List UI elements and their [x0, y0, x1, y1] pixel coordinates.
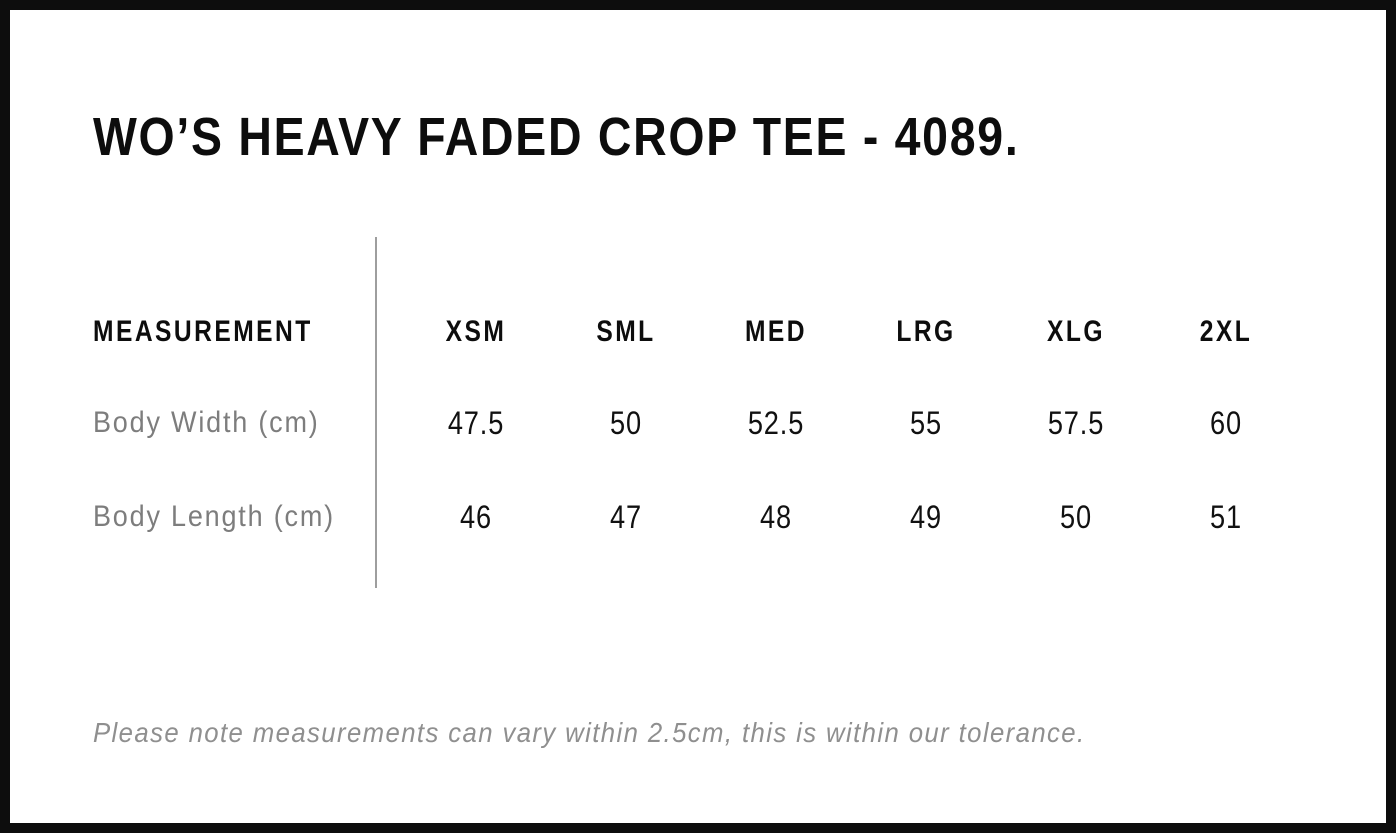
column-header-sml: SML — [596, 315, 656, 348]
body-width-lrg-value: 55 — [910, 404, 942, 441]
body-length-xlg-value: 50 — [1060, 498, 1092, 535]
column-header-med: MED — [744, 315, 808, 348]
row-label-body-length: Body Length (cm) — [93, 500, 335, 533]
body-width-xsm-value: 47.5 — [447, 404, 505, 441]
body-width-med-value: 52.5 — [747, 404, 805, 441]
row-label-body-width: Body Width (cm) — [93, 406, 320, 439]
size-table — [93, 237, 1323, 588]
body-length-2xl-value: 51 — [1210, 498, 1242, 535]
table-row-body-length — [93, 495, 1301, 539]
column-header-measurement: MEASUREMENT — [93, 315, 313, 348]
column-header-lrg: LRG — [896, 315, 956, 348]
table-header-row — [93, 310, 1301, 354]
column-header-xsm: XSM — [445, 315, 507, 348]
tolerance-note: Please note measurements can vary within 2.5cm, this is within our tolerance. — [93, 717, 1086, 748]
body-width-2xl-value: 60 — [1210, 404, 1242, 441]
body-length-med-value: 48 — [760, 498, 792, 535]
body-width-xlg-value: 57.5 — [1047, 404, 1105, 441]
body-width-sml-value: 50 — [610, 404, 642, 441]
column-header-2xl: 2XL — [1199, 315, 1253, 348]
body-length-xsm-value: 46 — [460, 498, 492, 535]
column-header-xlg: XLG — [1047, 315, 1105, 348]
page-title: WO’S HEAVY FADED CROP TEE - 4089. — [93, 107, 1020, 167]
body-length-sml-value: 47 — [610, 498, 642, 535]
body-length-lrg-value: 49 — [910, 498, 942, 535]
table-row-body-width — [93, 401, 1301, 445]
